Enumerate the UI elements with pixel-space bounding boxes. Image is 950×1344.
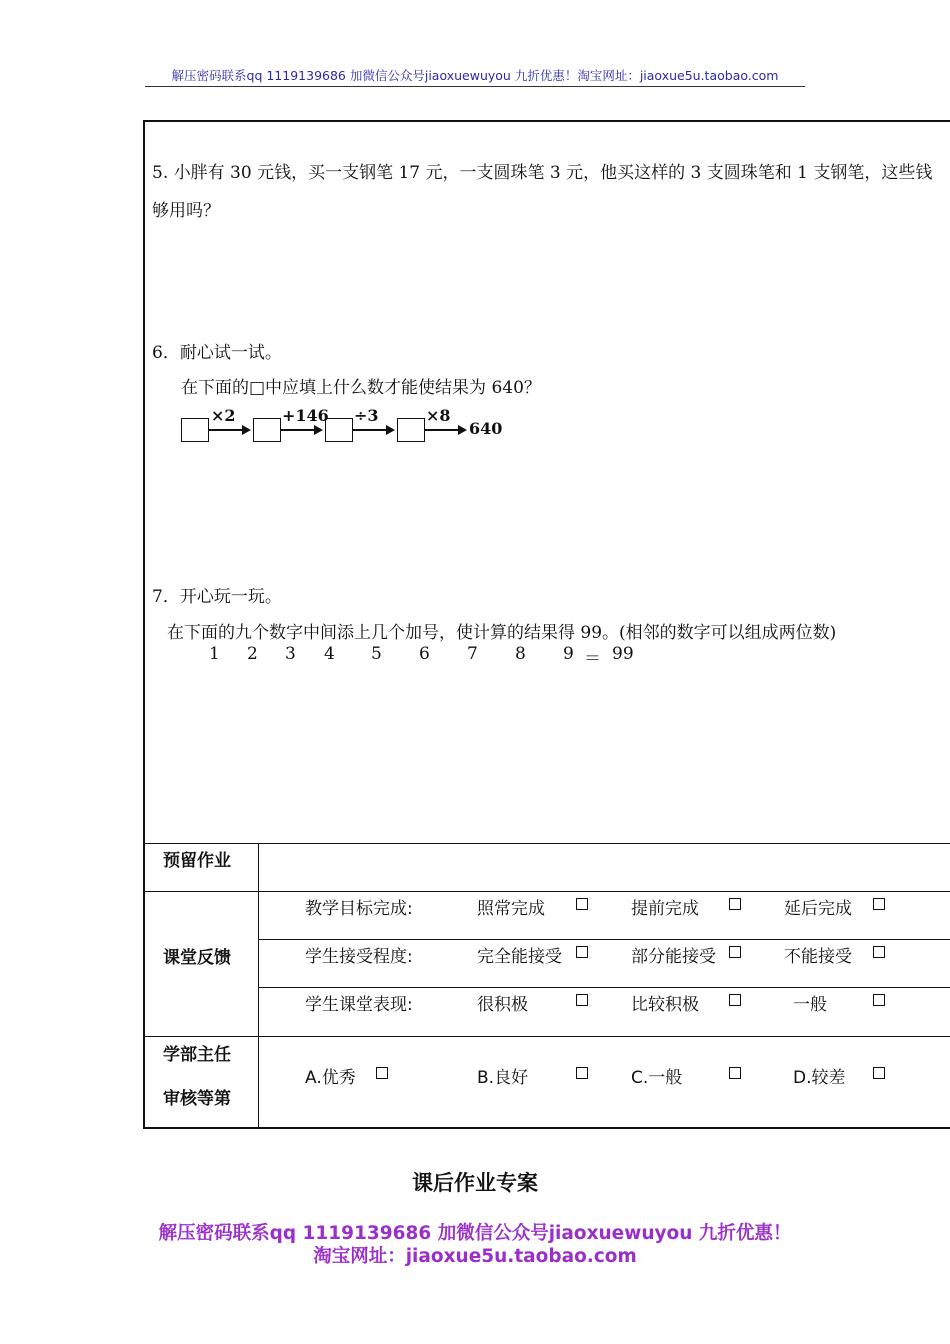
answer-box-4[interactable] [397,418,425,442]
answer-box-2[interactable] [253,418,281,442]
target-value: 99 [612,644,634,664]
answer-box-3[interactable] [325,418,353,442]
operation-plus-146: +146 [282,406,329,425]
digit-7: 7 [467,644,478,664]
question-5-line2: 够用吗？ [152,201,220,221]
table-top-border [144,843,950,844]
option-ahead-schedule[interactable] [631,894,699,919]
row-divider-1 [144,891,950,892]
checkbox-on-schedule[interactable] [576,898,588,910]
review-label-line1: 学部主任 [163,1045,231,1065]
option-label: B.良好 [477,1068,529,1088]
question-6-prompt: 在下面的□中应填上什么数才能使结果为 640？ [181,378,541,398]
checkbox-poor[interactable] [873,1067,885,1079]
footer-line1: 解压密码联系qq 1119139686 加微信公众号jiaoxuewuyou 九折优惠！ [158,1223,792,1244]
option-label: 一般 [793,995,827,1015]
option-label: 完全能接受 [477,947,562,967]
feedback-row-1-label: 教学目标完成: [305,899,413,919]
column-divider [258,843,259,1128]
checkbox-excellent[interactable] [376,1067,388,1079]
option-label: D.较差 [793,1068,846,1088]
checkbox-delayed[interactable] [873,898,885,910]
page-title: 课后作业专案 [412,1171,538,1195]
reserved-homework-cell[interactable] [262,846,942,888]
grade-average[interactable] [631,1063,682,1088]
operation-times-8: ×8 [426,406,451,425]
header-banner: 解压密码联系qq 1119139686 加微信公众号jiaoxuewuyou 九折优惠！淘宝网址：jiaoxue5u.taobao.com [145,66,805,87]
checkbox-very-active[interactable] [576,994,588,1006]
reserved-homework-label: 预留作业 [163,851,231,871]
option-cannot-accept[interactable] [784,942,852,967]
digit-1: 1 [209,644,220,664]
option-label: 很积极 [477,995,528,1015]
flow-result: 640 [469,419,503,438]
checkbox-good[interactable] [576,1067,588,1079]
digit-3: 3 [285,644,296,664]
option-on-schedule[interactable] [477,894,545,919]
operation-divide-3: ÷3 [354,406,379,425]
operation-times-2: ×2 [211,406,236,425]
checkbox-fairly-active[interactable] [729,994,741,1006]
equals-sign: ＝ [584,649,601,669]
checkbox-cannot-accept[interactable] [873,946,885,958]
grade-excellent[interactable] [305,1063,356,1088]
option-label: A.优秀 [305,1068,356,1088]
option-fairly-active[interactable] [631,990,699,1015]
option-average[interactable] [793,990,827,1015]
option-delayed[interactable] [784,894,852,919]
option-label: 延后完成 [784,899,852,919]
arrow-2 [281,429,321,431]
option-label: C.一般 [631,1068,683,1088]
grade-good[interactable] [477,1063,528,1088]
grade-poor[interactable] [793,1063,846,1088]
row-divider-4 [144,1036,950,1037]
footer-line2: 淘宝网址：jiaoxue5u.taobao.com [313,1246,637,1267]
feedback-row-2-label: 学生接受程度: [305,947,413,967]
row-divider-2 [259,939,950,940]
checkbox-ahead-schedule[interactable] [729,898,741,910]
checkbox-grade-average[interactable] [729,1067,741,1079]
question-7-prompt: 在下面的九个数字中间添上几个加号，使计算的结果得 99。(相邻的数字可以组成两位数) [167,623,837,643]
digit-8: 8 [515,644,526,664]
option-fully-accept[interactable] [477,942,562,967]
digit-2: 2 [247,644,258,664]
option-label: 照常完成 [477,899,545,919]
digit-4: 4 [324,644,335,664]
row-divider-3 [259,987,950,988]
checkbox-fully-accept[interactable] [576,946,588,958]
question-7-title: 7．开心玩一玩。 [152,587,282,607]
digit-6: 6 [419,644,430,664]
checkbox-partially-accept[interactable] [729,946,741,958]
arrow-4 [425,429,465,431]
feedback-row-3-label: 学生课堂表现: [305,995,413,1015]
option-label: 比较积极 [631,995,699,1015]
review-label-line2: 审核等第 [163,1089,231,1109]
answer-box-1[interactable] [181,418,209,442]
digit-9: 9 [563,644,574,664]
arrow-1 [209,429,249,431]
arrow-3 [353,429,393,431]
digit-5: 5 [371,644,382,664]
option-label: 不能接受 [784,947,852,967]
question-6-title: 6．耐心试一试。 [152,343,282,363]
question-5-line1: 5. 小胖有 30 元钱，买一支钢笔 17 元，一支圆珠笔 3 元，他买这样的 3 支圆珠笔和 1 支钢笔，这些钱 [152,163,933,183]
option-label: 部分能接受 [631,947,716,967]
checkbox-average[interactable] [873,994,885,1006]
option-label: 提前完成 [631,899,699,919]
option-very-active[interactable] [477,990,528,1015]
option-partially-accept[interactable] [631,942,716,967]
class-feedback-label: 课堂反馈 [163,948,231,968]
